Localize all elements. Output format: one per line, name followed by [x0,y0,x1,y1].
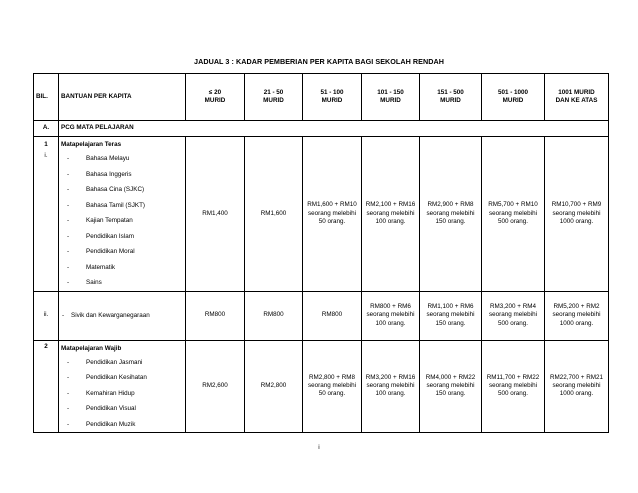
section-bil: A. [34,121,59,137]
header-col-4: 101 - 150 MURID [362,74,420,121]
page-number: i [318,444,320,451]
rate-cell: RM5,700 + RM10 seorang melebihi 500 orang. [482,137,545,292]
row-bil: 1 i. [34,137,59,292]
list-item: - Pendidikan Visual [67,405,136,412]
rate-cell: RM2,800 [245,340,303,433]
header-col-2: 21 - 50 MURID [245,74,303,121]
section-row [34,121,609,137]
rate-cell: RM5,200 + RM2 seorang melebihi 1000 orang. [545,291,609,340]
header-col-5: 151 - 500 MURID [420,74,482,121]
subject-list [59,137,186,292]
header-col-7: 1001 MURID DAN KE ATAS [545,74,609,121]
header-col-6: 501 - 1000 MURID [482,74,545,121]
list-item: - Pendidikan Kesihatan [67,374,147,381]
row-label [59,291,186,340]
section-label: PCG MATA PELAJARAN [59,121,609,137]
rate-cell: RM2,600 [186,340,245,433]
rate-cell: RM10,700 + RM9 seorang melebihi 1000 orang. [545,137,609,292]
list-item: - Bahasa Inggeris [67,170,132,178]
subject-heading: Matapelajaran Teras [61,141,122,148]
list-item: - Sains [67,279,102,286]
rate-cell: RM4,000 + RM22 seorang melebihi 150 orang. [420,340,482,433]
subject-heading: Matapelajaran Wajib [61,344,122,352]
list-item: - Pendidikan Islam [67,232,134,240]
rate-cell: RM22,700 + RM21 seorang melebihi 1000 orang. [545,340,609,433]
rate-cell: RM800 + RM6 seorang melebihi 100 orang. [362,291,420,340]
header-bil: BIL. [34,74,59,121]
header-row [34,74,609,121]
row-bil: ii. [34,291,59,340]
table-title: JADUAL 3 : KADAR PEMBERIAN PER KAPITA BAGI SEKOLAH RENDAH [194,57,444,66]
rate-cell: RM800 [245,291,303,340]
list-item: - Pendidikan Muzik [67,420,136,428]
list-item: - Bahasa Cina (SJKC) [67,186,145,193]
rate-cell: RM1,100 + RM6 seorang melebihi 150 orang. [420,291,482,340]
list-item: - Matematik [67,263,116,271]
rate-cell: RM2,800 + RM8 seorang melebihi 50 orang. [303,340,362,433]
list-item: - Kemahiran Hidup [67,389,135,397]
rate-cell: RM2,100 + RM16 seorang melebihi 100 orang. [362,137,420,292]
rate-cell: RM2,900 + RM8 seorang melebihi 150 orang. [420,137,482,292]
rate-cell: RM3,200 + RM16 seorang melebihi 100 orang. [362,340,420,433]
per-capita-table [33,73,609,433]
rate-cell: RM800 [303,291,362,340]
rate-cell: RM3,200 + RM4 seorang melebihi 500 orang. [482,291,545,340]
header-bantuan: BANTUAN PER KAPITA [59,74,186,121]
rate-cell: RM800 [186,291,245,340]
list-item: - Bahasa Melayu [67,155,130,162]
rate-cell: RM11,700 + RM22 seorang melebihi 500 orang. [482,340,545,433]
list-item: - Bahasa Tamil (SJKT) [67,201,146,209]
table-row [34,137,609,292]
rate-cell: RM1,600 [245,137,303,292]
table-row [34,340,609,433]
list-item: - Sivik dan Kewarganegaraan [62,311,150,319]
rate-cell: RM1,600 + RM10 seorang melebihi 50 orang. [303,137,362,292]
list-item: - Pendidikan Jasmani [67,358,143,366]
header-col-3: 51 - 100 MURID [303,74,362,121]
rate-cell: RM1,400 [186,137,245,292]
list-item: - Kajian Tempatan [67,217,133,224]
row-bil: 2 [34,340,59,433]
list-item: - Pendidikan Moral [67,248,135,255]
subject-list [59,340,186,433]
table-row [34,291,609,340]
header-col-1: ≤ 20 MURID [186,74,245,121]
